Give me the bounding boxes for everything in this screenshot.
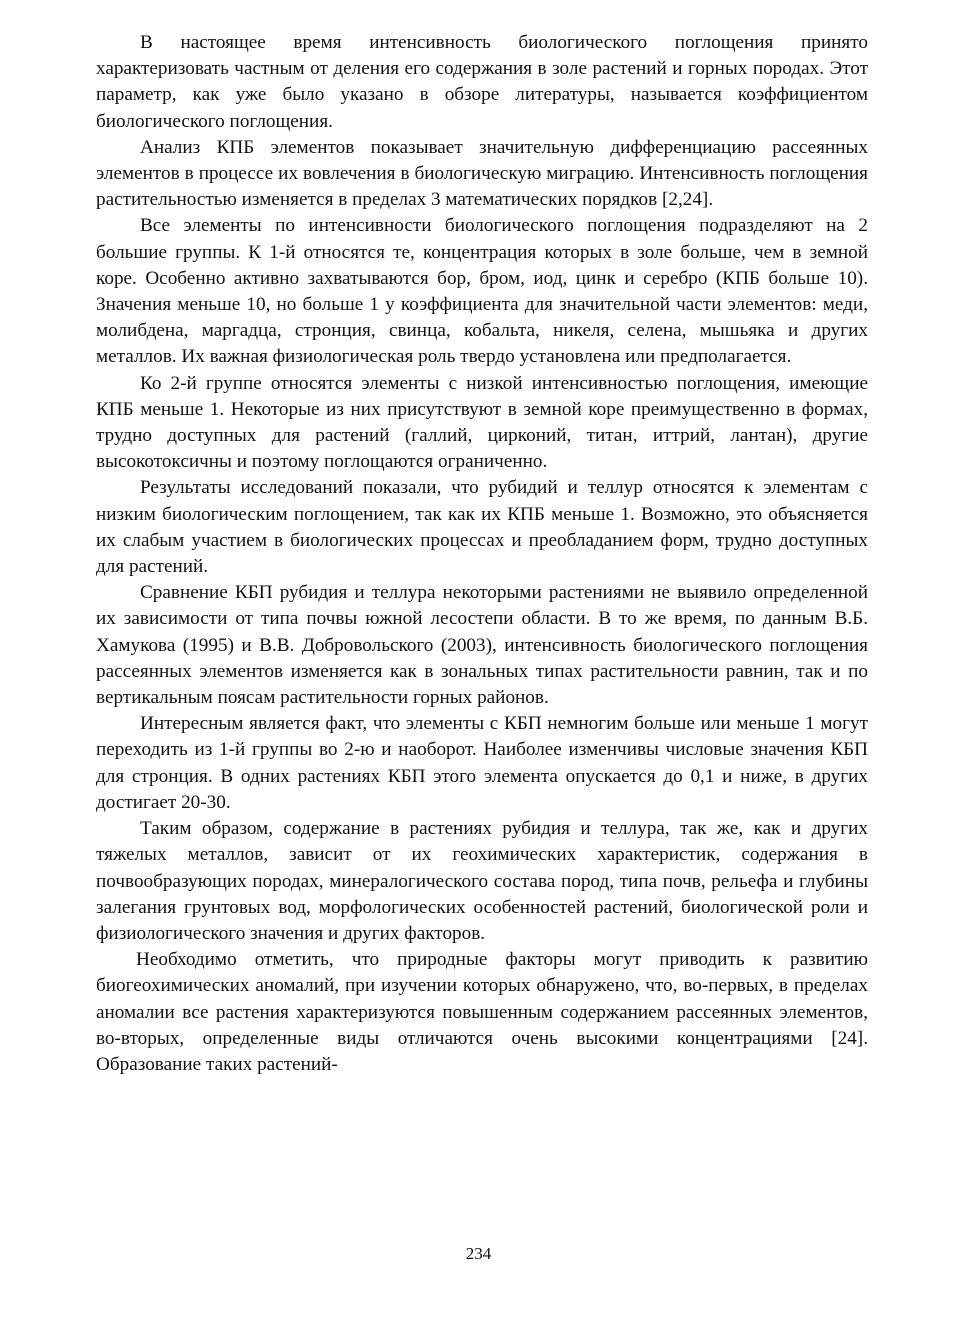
paragraph-8: Таким образом, содержание в растениях рубидия и теллура, так же, как и других тяжелых металлов, зависит от их геохимических характеристик, содержания в почвообразующих породах, минералогического состава пород, типа почв, рельефа и глубины залегания грунтовых вод, морфологических особенностей растений, биологической роли и физиологического значения и других факторов. (96, 818, 868, 944)
paragraph-4: Ко 2-й группе относятся элементы с низкой интенсивностью поглощения, имеющие КПБ меньше 1. Некоторые из них присутствуют в земной коре преимущественно в формах, трудно доступных для растений (галлий, цирконий, титан, иттрий, лантан), другие высокотоксичны и поэтому поглощаются ограниченно. (96, 372, 868, 473)
paragraph-3: Все элементы по интенсивности биологического поглощения подразделяют на 2 большие группы. К 1-й относятся те, концентрация которых в золе больше, чем в земной коре. Особенно активно захватываются бор, бром, иод, цинк и серебро (КПБ больше 10). Значения меньше 10, но больше 1 у коэффициента для значительной части элементов: меди, молибдена, маргадца, стронция, свинца, кобальта, никеля, селена, мышьяка и других металлов. Их важная физиологическая роль твердо установлена или предполагается. (96, 215, 868, 368)
paragraph-9: Необходимо отметить, что природные факторы могут приводить к развитию биогеохимических аномалий, при изучении которых обнаружено, что, во-первых, в пределах аномалии все растения характеризуются повышенным содержанием рассеянных элементов, во-вторых, определенные виды отличаются очень высокими концентрациями [24]. Образование таких растений- (96, 949, 868, 1075)
paragraph-1: В настоящее время интенсивность биологического поглощения принято характеризовать частным от деления его содержания в золе растений и горных породах. Этот параметр, как уже было указано в обзоре литературы, называется коэффициентом биологического поглощения. (96, 32, 868, 132)
document-page (96, 30, 868, 1078)
paragraph-5: Результаты исследований показали, что рубидий и теллур относятся к элементам с низким биологическим поглощением, так как их КПБ меньше 1. Возможно, это объясняется их слабым участием в биологических процессах и преобладанием форм, трудно доступных для растений. (96, 477, 868, 578)
paragraph-7: Интересным является факт, что элементы с КБП немногим больше или меньше 1 могут переходить из 1-й группы во 2-ю и наоборот. Наиболее изменчивы числовые значения КБП для стронция. В одних растениях КБП этого элемента опускается до 0,1 и ниже, в других достигает 20-30. (96, 713, 868, 813)
paragraph-2: Анализ КПБ элементов показывает значительную дифференциацию рассеянных элементов в процессе их вовлечения в биологическую миграцию. Интенсивность поглощения растительностью изменяется в пределах 3 математических порядков [2,24]. (96, 136, 868, 211)
paragraph-6: Сравнение КБП рубидия и теллура некоторыми растениями не выявило определенной их зависимости от типа почвы южной лесостепи области. В то же время, по данным В.Б. Хамукова (1995) и В.В. Добровольского (2003), интенсивность биологического поглощения рассеянных элементов изменяется как в зональных типах растительности равнин, так и по вертикальным поясам растительности горных районов. (96, 582, 868, 709)
page-number: 234 (465, 1244, 492, 1263)
